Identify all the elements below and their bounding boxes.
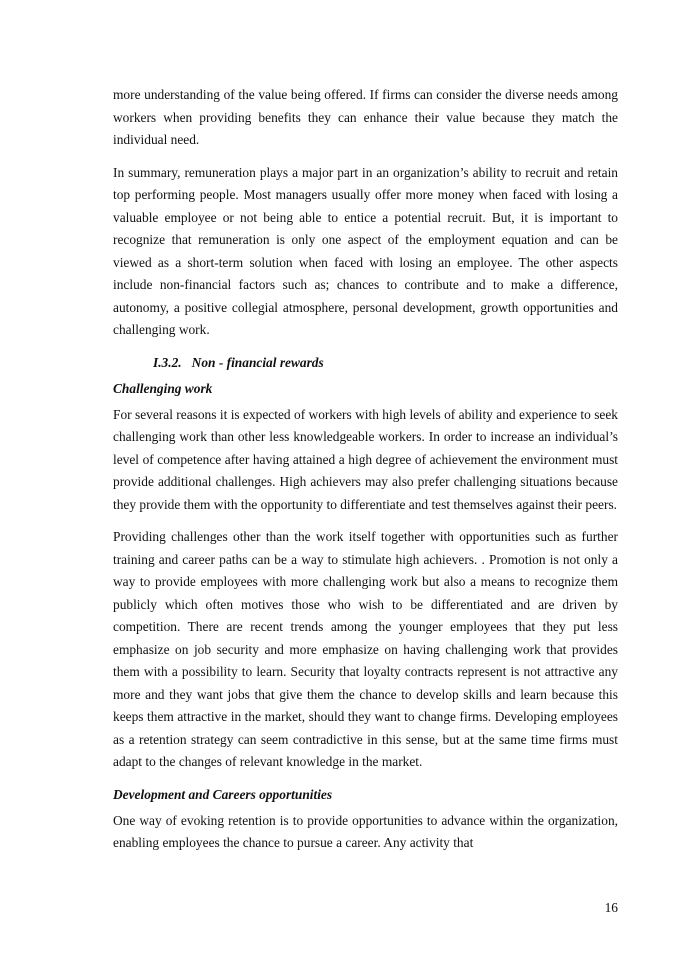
section-number: I.3.2. [153,354,182,370]
page-number: 16 [604,900,618,915]
paragraph-value-offered: more understanding of the value being offered. If firms can consider the diverse needs among workers when providing benefits they can enhance their value because they match the individual need. [113,87,618,147]
section-heading-non-financial-rewards [113,352,618,374]
paragraph-evoking-retention: One way of evoking retention is to provide opportunities to advance within the organization, enabling employees the chance to pursue a career. Any activity that [113,812,618,850]
section-title: Non - financial rewards [191,354,324,370]
heading-challenging-work: Challenging work [113,380,213,396]
paragraph-challenging-work: For several reasons it is expected of workers with high levels of ability and experience to seek challenging work than other less knowledgeable workers. In order to increase an individual’s level of competence after having attained a high degree of achievement the environment must provide additional challenges. High achievers may also prefer challenging situations because they provide them with the opportunity to differentiate and test themselves against their peers. [113,406,618,512]
paragraph-providing-challenges: Providing challenges other than the work itself together with opportunities such as further training and career paths can be a way to stimulate high achievers. . Promotion is not only a way to provide employees with more challenging work but also a means to recognize them publicly which often motives those who wish to be differentiated and are driven by competition. There are recent trends among the younger employees that they put less emphasize on job security and more emphasize on having challenging work that provides them with a possibility to learn. Security that loyalty contracts represent is not attractive any more and they want jobs that give them the chance to develop skills and learn because this keeps them attractive in the market, should they want to change firms. Developing employees as a retention strategy can seem contradictive in this sense, but at the same time firms must adapt to the changes of relevant knowledge in the market. [113,529,618,769]
document-page [113,84,618,865]
paragraph-remuneration-summary: In summary, remuneration plays a major part in an organization’s ability to recruit and retain top performing people. Most managers usually offer more money when faced with losing a valuable employee or not being able to entice a potential recruit. But, it is important to recognize that remuneration is only one aspect of the employment equation and can be viewed as a short-term solution when faced with losing an employee. The other aspects include non-financial factors such as; chances to contribute and to make a difference, autonomy, a positive collegial atmosphere, personal development, growth opportunities and challenging work. [113,164,618,337]
heading-development-careers: Development and Careers opportunities [113,786,333,802]
